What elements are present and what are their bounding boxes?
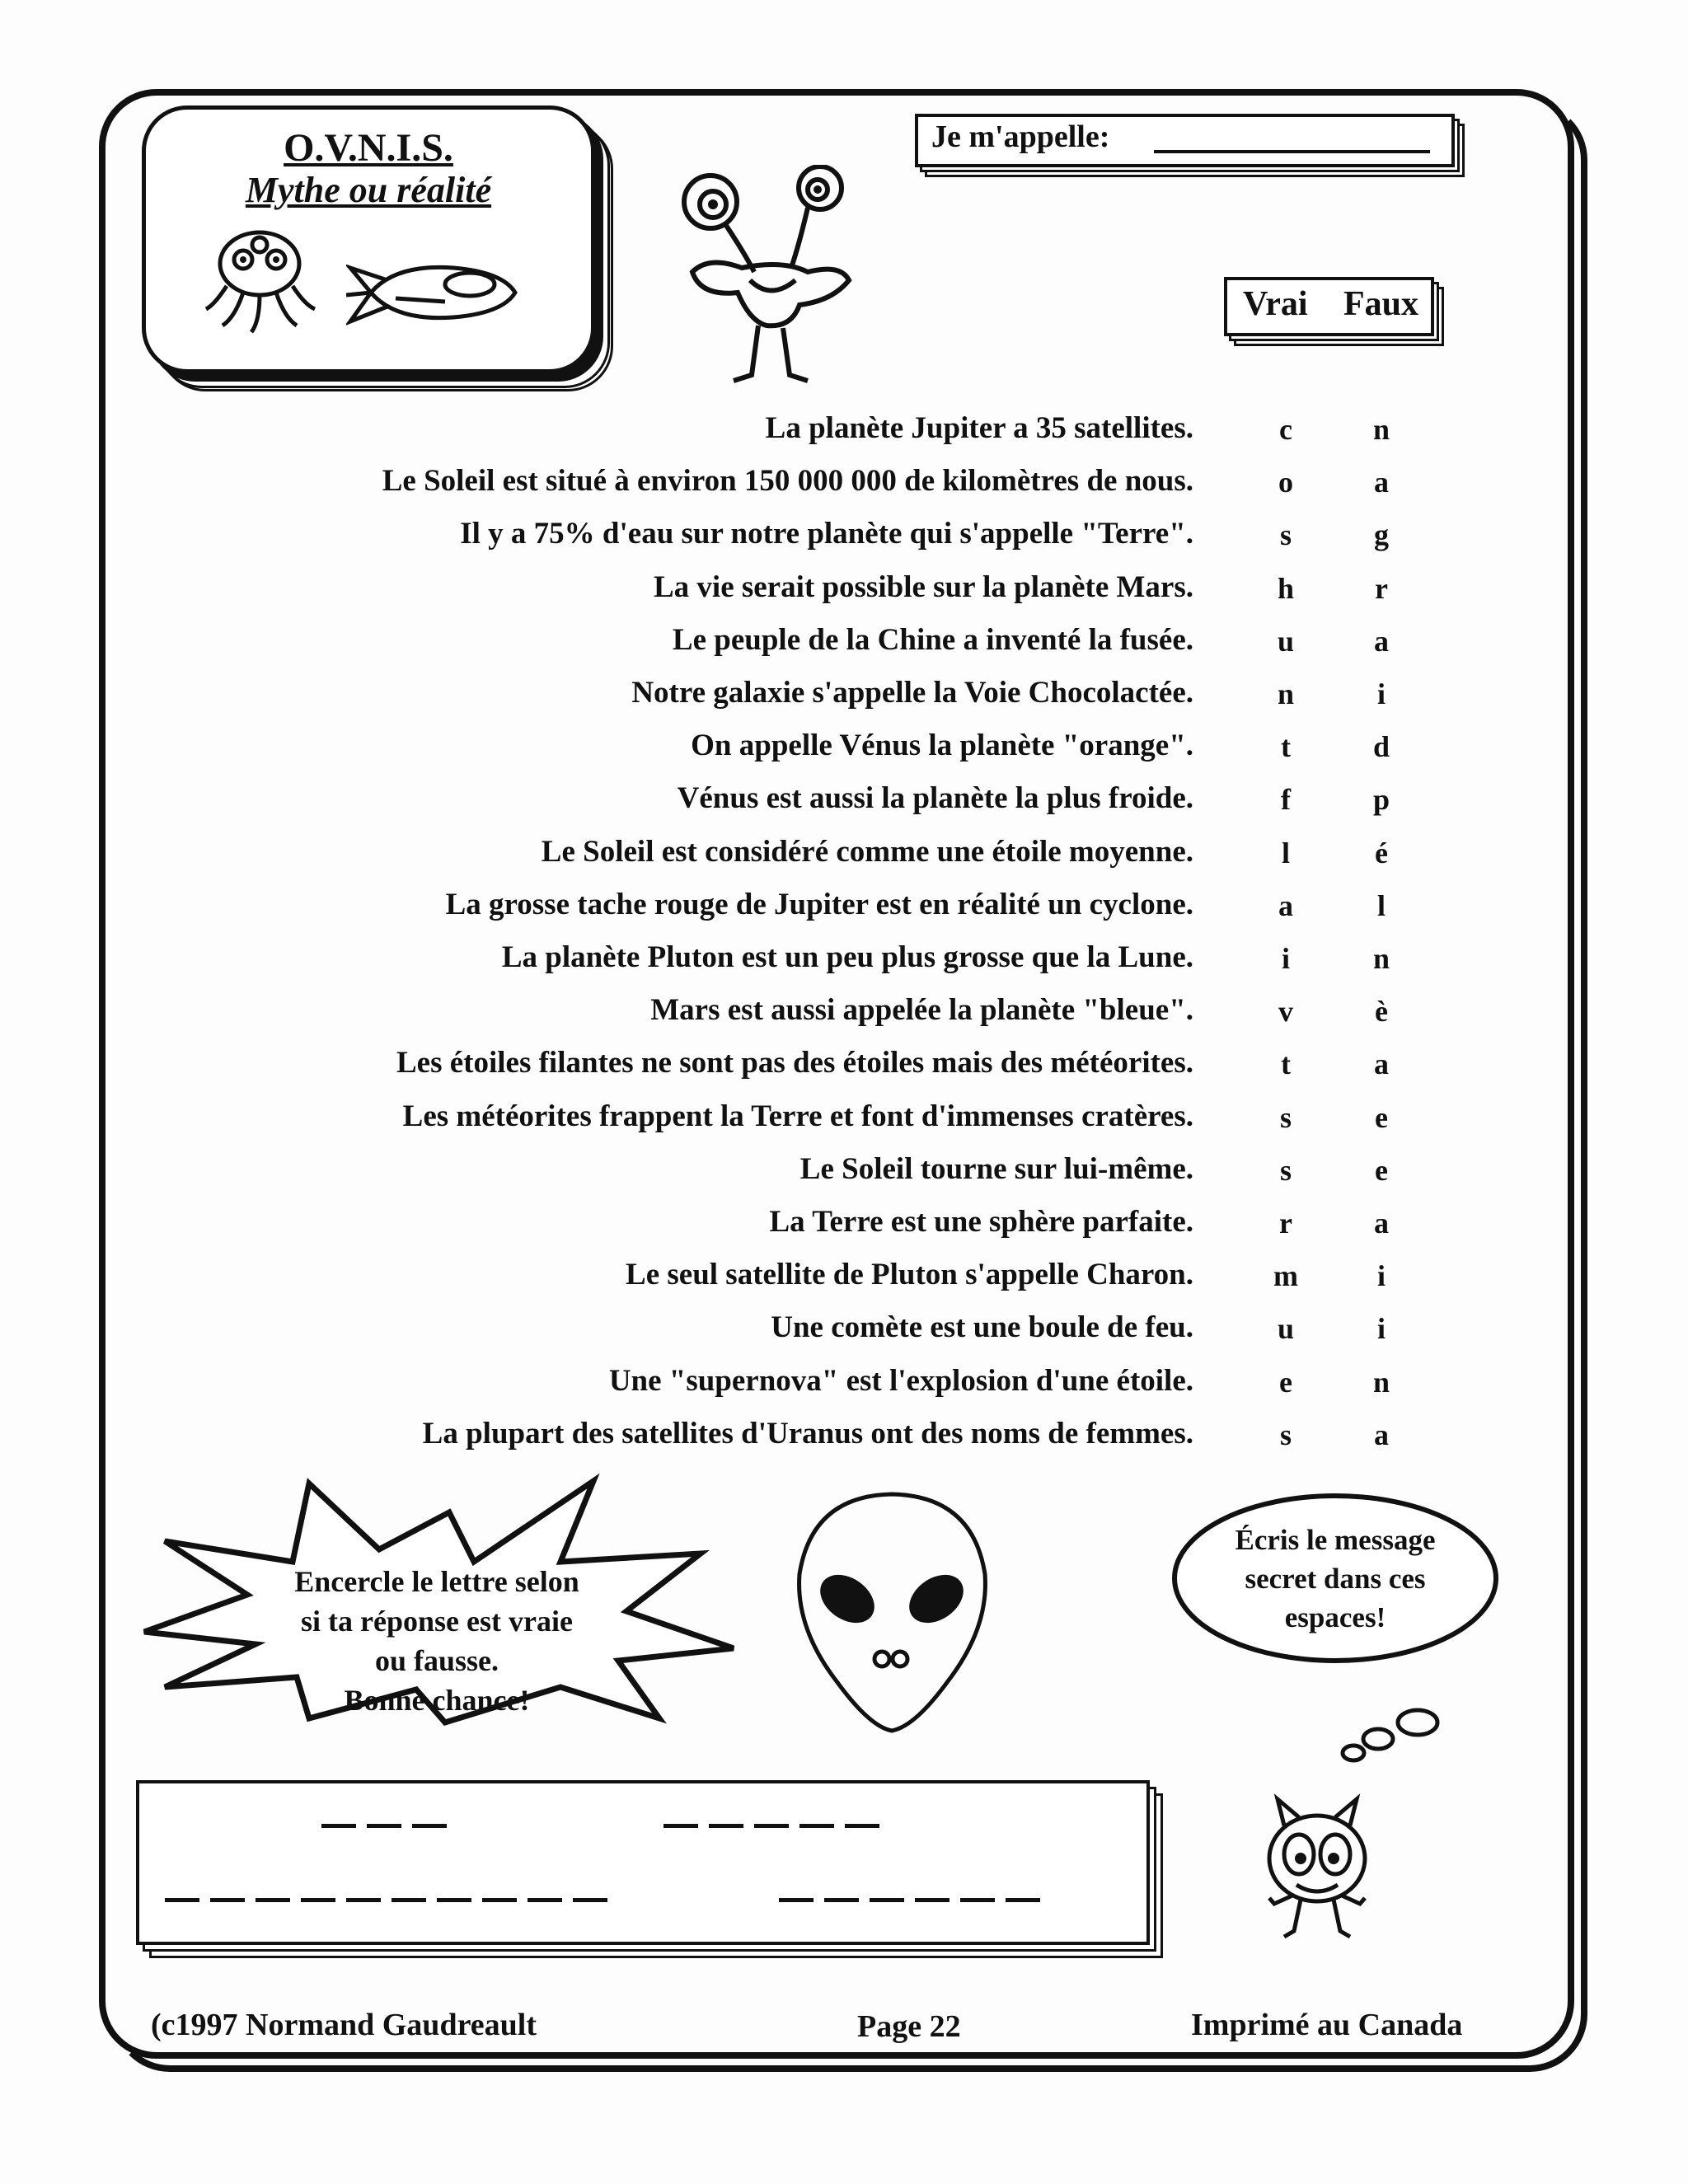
octopus-alien-icon	[198, 227, 321, 338]
vrai-letter[interactable]: t	[1281, 730, 1291, 764]
vrai-letter[interactable]: u	[1277, 1312, 1295, 1346]
answer-blank[interactable]	[573, 1898, 607, 1902]
statement-text: Le seul satellite de Pluton s'appelle Charon.	[626, 1258, 1193, 1292]
vrai-letter[interactable]: t	[1281, 1047, 1291, 1081]
statement-text: La vie serait possible sur la planète Mars.	[653, 569, 1193, 604]
page-subtitle: Mythe ou réalité	[245, 170, 492, 210]
answer-blank[interactable]	[346, 1898, 381, 1902]
vrai-letter[interactable]: s	[1279, 1153, 1292, 1187]
small-alien-icon	[1259, 1793, 1375, 1945]
answer-blank[interactable]	[1006, 1898, 1040, 1902]
vrai-letter[interactable]: f	[1281, 783, 1291, 817]
faux-letter[interactable]: n	[1372, 1365, 1390, 1399]
statement-text: Notre galaxie s'appelle la Voie Chocolactée.	[631, 676, 1193, 710]
eyestalk-alien-icon	[676, 165, 874, 387]
faux-letter[interactable]: a	[1374, 466, 1389, 499]
statement-text: Vénus est aussi la planète la plus froide.	[677, 781, 1193, 816]
answer-blank[interactable]	[960, 1898, 995, 1902]
secret-message-box	[136, 1780, 1150, 1945]
statement-text: La Terre est une sphère parfaite.	[769, 1205, 1193, 1239]
statement-text: Une comète est une boule de feu.	[771, 1310, 1193, 1345]
faux-letter[interactable]: e	[1375, 1100, 1388, 1134]
statement-text: On appelle Vénus la planète "orange".	[691, 729, 1193, 763]
answer-blank[interactable]	[256, 1898, 290, 1902]
starburst-text: Encercle le lettre selon si ta réponse est vraie ou fausse. Bonne chance!	[294, 1565, 579, 1717]
answer-blank[interactable]	[754, 1824, 789, 1828]
faux-letter[interactable]: e	[1375, 1153, 1388, 1187]
faux-letter[interactable]: è	[1375, 995, 1388, 1029]
faux-letter[interactable]: g	[1374, 518, 1389, 552]
name-input-line[interactable]	[1154, 150, 1430, 153]
vrai-letter[interactable]: n	[1277, 677, 1295, 710]
vrai-letter[interactable]: e	[1279, 1365, 1292, 1399]
rocket-ufo-icon	[346, 247, 519, 338]
vrai-letter[interactable]: s	[1279, 1100, 1292, 1134]
footer-page-number: Page 22	[857, 2009, 961, 2044]
faux-letter[interactable]: a	[1374, 1047, 1389, 1081]
vrai-letter[interactable]: l	[1281, 836, 1290, 869]
vrai-letter[interactable]: v	[1278, 995, 1293, 1029]
answer-blank[interactable]	[779, 1898, 814, 1902]
faux-letter[interactable]: l	[1376, 888, 1386, 922]
faux-letter[interactable]: r	[1375, 571, 1388, 605]
answer-blank[interactable]	[528, 1898, 562, 1902]
answer-blank[interactable]	[482, 1898, 517, 1902]
vrai-letter[interactable]: s	[1279, 518, 1292, 552]
statement-text: La planète Pluton est un peu plus grosse que la Lune.	[501, 940, 1193, 974]
vrai-letter[interactable]: a	[1278, 888, 1293, 922]
alien-face-icon	[791, 1488, 993, 1739]
answer-blank[interactable]	[663, 1824, 698, 1828]
vrai-letter[interactable]: i	[1281, 942, 1290, 975]
faux-letter[interactable]: i	[1376, 1259, 1386, 1293]
faux-letter[interactable]: i	[1376, 1312, 1386, 1346]
answer-blank[interactable]	[367, 1824, 401, 1828]
answer-blank[interactable]	[210, 1898, 245, 1902]
vrai-letter[interactable]: u	[1277, 624, 1295, 658]
faux-letter[interactable]: d	[1372, 730, 1390, 764]
answer-blank[interactable]	[870, 1898, 904, 1902]
faux-letter[interactable]: n	[1372, 413, 1390, 446]
answer-blank[interactable]	[799, 1824, 834, 1828]
vrai-letter[interactable]: o	[1278, 466, 1293, 499]
thought-bubble-text: Écris le message secret dans ces espaces!	[1235, 1524, 1436, 1633]
vrai-letter[interactable]: r	[1279, 1207, 1292, 1240]
statement-text: La grosse tache rouge de Jupiter est en réalité un cyclone.	[445, 887, 1193, 921]
vrai-letter[interactable]: m	[1273, 1259, 1298, 1293]
statement-text: Il y a 75% d'eau sur notre planète qui s'appelle "Terre".	[460, 517, 1193, 551]
statement-text: Le Soleil tourne sur lui-même.	[799, 1151, 1193, 1186]
answer-blank[interactable]	[709, 1824, 743, 1828]
statement-text: Une "supernova" est l'explosion d'une étoile.	[608, 1363, 1193, 1398]
column-header-vrai: Vrai	[1243, 285, 1308, 323]
statement-text: Les étoiles filantes ne sont pas des étoiles mais des météorites.	[396, 1046, 1193, 1080]
footer-copyright: (c1997 Normand Gaudreault	[151, 2008, 537, 2042]
answer-blank[interactable]	[412, 1824, 447, 1828]
statement-text: Le Soleil est considéré comme une étoile moyenne.	[541, 834, 1193, 869]
faux-letter[interactable]: é	[1375, 836, 1388, 869]
vrai-letter[interactable]: c	[1279, 413, 1292, 446]
answer-blank[interactable]	[392, 1898, 426, 1902]
page-title: O.V.N.I.S.	[284, 126, 453, 170]
answer-blank[interactable]	[915, 1898, 950, 1902]
footer-printed: Imprimé au Canada	[1191, 2008, 1463, 2042]
faux-letter[interactable]: a	[1374, 1207, 1389, 1240]
statement-text: Le Soleil est situé à environ 150 000 000 de kilomètres de nous.	[382, 464, 1193, 499]
answer-blank[interactable]	[321, 1824, 356, 1828]
faux-letter[interactable]: a	[1374, 624, 1389, 658]
vrai-letter[interactable]: h	[1277, 571, 1295, 605]
name-label: Je m'appelle:	[931, 120, 1110, 154]
answer-blank[interactable]	[824, 1898, 859, 1902]
answer-blank[interactable]	[845, 1824, 879, 1828]
faux-letter[interactable]: i	[1376, 677, 1386, 710]
statement-text: La plupart des satellites d'Uranus ont des noms de femmes.	[422, 1416, 1193, 1451]
faux-letter[interactable]: p	[1372, 783, 1390, 817]
faux-letter[interactable]: a	[1374, 1418, 1389, 1451]
faux-letter[interactable]: n	[1372, 942, 1390, 975]
answer-blank[interactable]	[437, 1898, 471, 1902]
statement-text: Mars est aussi appelée la planète "bleue".	[650, 993, 1193, 1028]
statement-text: La planète Jupiter a 35 satellites.	[765, 411, 1193, 445]
answer-blank[interactable]	[165, 1898, 199, 1902]
statement-text: Le peuple de la Chine a inventé la fusée.	[672, 622, 1193, 657]
statement-text: Les météorites frappent la Terre et font d'immenses cratères.	[402, 1099, 1193, 1133]
answer-blank[interactable]	[301, 1898, 335, 1902]
vrai-letter[interactable]: s	[1279, 1418, 1292, 1451]
column-header-faux: Faux	[1343, 285, 1419, 323]
